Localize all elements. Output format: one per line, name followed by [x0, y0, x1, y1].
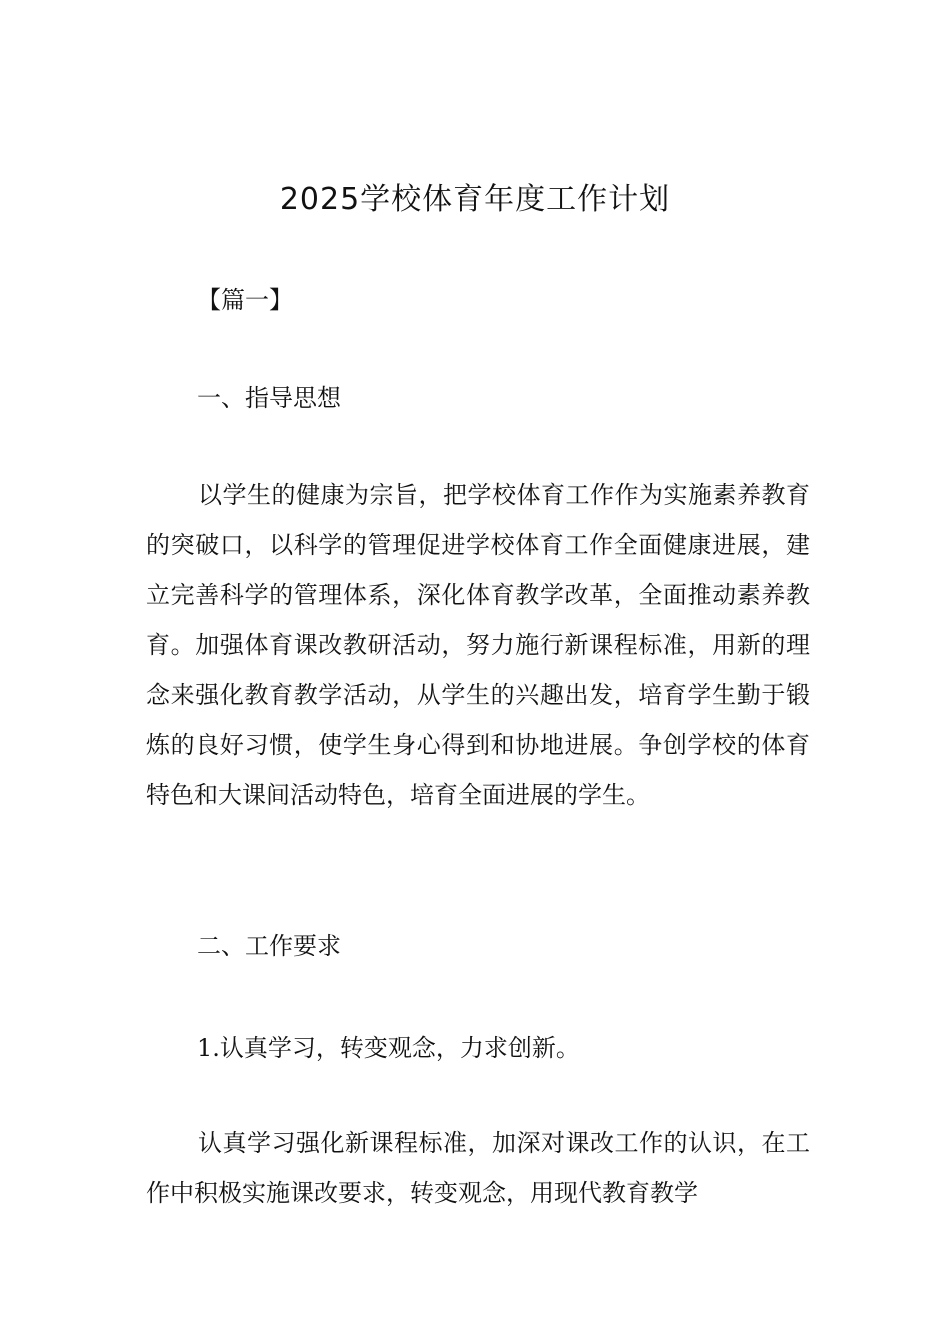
paragraph-guiding-ideology: 以学生的健康为宗旨，把学校体育工作作为实施素养教育的突破口，以科学的管理促进学校体育工作全面健康进展，建立完善科学的管理体系，深化体育教学改革，全面推动素养教育。加强体育课改教研活动，努力施行新课程标准，用新的理念来强化教育教学活动，从学生的兴趣出发，培育学生勤于锻炼的良好习惯，使学生身心得到和协地进展。争创学校的体育特色和大课间活动特色，培育全面进展的学生。 [146, 481, 810, 809]
document-title: 2025学校体育年度工作计划 [279, 182, 671, 217]
section-heading-work-requirements: 二、工作要求 [197, 932, 341, 960]
part-label: 【篇一】 [197, 286, 293, 314]
item-heading-study: 1.认真学习，转变观念，力求创新。 [197, 1034, 580, 1062]
paragraph-study: 认真学习强化新课程标准，加深对课改工作的认识，在工作中积极实施课改要求，转变观念，用现代教育教学 [146, 1129, 810, 1207]
section-heading-guiding-ideology: 一、指导思想 [197, 384, 341, 412]
